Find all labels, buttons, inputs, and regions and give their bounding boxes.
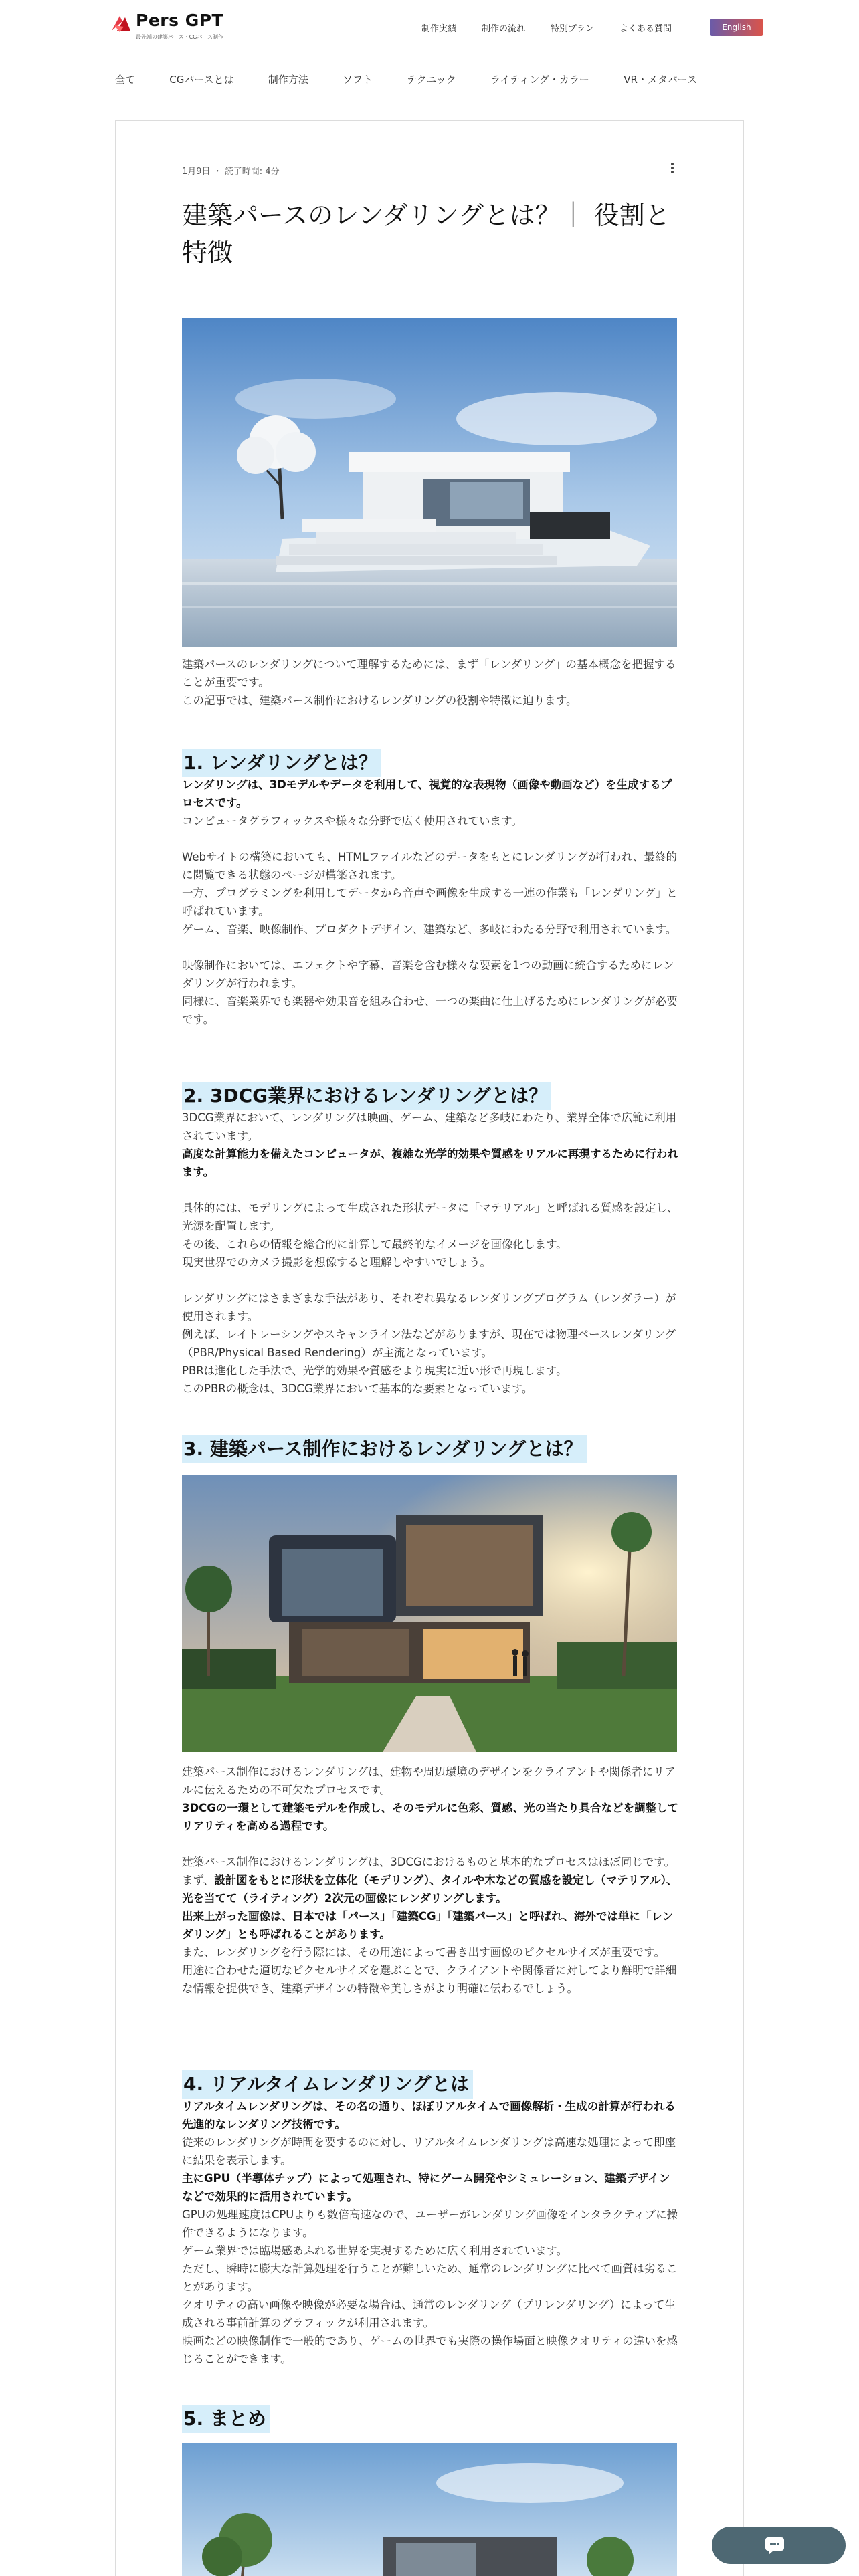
s2-p8: このPBRの概念は、3DCG業界において基本的な要素となっています。 xyxy=(182,1382,533,1395)
s1-p6: 同様に、音楽業界でも楽器や効果音を組み合わせ、一つの楽曲に仕上げるためにレンダリングが必要です。 xyxy=(182,995,678,1026)
site-header xyxy=(0,0,859,57)
s4-lead: リアルタイムレンダリングは、その名の通り、ほぼリアルタイムで画像解析・生成の計算が行われる先進的なレンダリング技術です。 xyxy=(182,2100,676,2131)
pers-gpt-logo-icon xyxy=(110,13,132,33)
section-3-heading: 3. 建築パース制作におけるレンダリングとは？ xyxy=(182,1435,587,1463)
section-1-text xyxy=(182,776,680,1029)
chat-icon xyxy=(764,2535,787,2556)
s3-p3-bold: 設計図をもとに形状を立体化（モデリング）、タイルや木などの質感を設定し（マテリアル）、光を当てて（ライティング）2次元の画像にレンダリングします。 xyxy=(182,1874,678,1905)
s1-p1: コンピュータグラフィックスや様々な分野で広く使用されています。 xyxy=(182,815,522,827)
intro-p1: 建築パースのレンダリングについて理解するためには、まず「レンダリング」の基本概念を把握することが重要です。 xyxy=(182,658,676,689)
s2-lead: 高度な計算能力を備えたコンピュータが、複雑な光学的効果や質感をリアルに再現するために行われます。 xyxy=(182,1148,678,1178)
s4-p4: GPUの処理速度はCPUよりも数倍高速なので、ユーザーがレンダリング画像をインタラクティブに操作できるようになります。 xyxy=(182,2208,678,2239)
s3-lead: 3DCGの一環として建築モデルを作成し、そのモデルに色彩、質感、光の当たり具合などを調整してリアリティを高める過程です。 xyxy=(182,1802,679,1832)
s4-p7: クオリティの高い画像や映像が必要な場合は、通常のレンダリング（プリレンダリング）によって生成される事前計算のグラフィックが利用されます。 xyxy=(182,2298,676,2329)
section-1-heading: 1. レンダリングとは？ xyxy=(182,749,381,777)
s4-p6: ただし、瞬時に膨大な計算処理を行うことが難しいため、通常のレンダリングに比べて画質は劣ることがあります。 xyxy=(182,2262,678,2293)
section-5-heading: 5. まとめ xyxy=(182,2405,270,2433)
s3-p1: 建築パース制作におけるレンダリングは、建物や周辺環境のデザインをクライアントや関係者にリアルに伝えるための不可欠なプロセスです。 xyxy=(182,1765,676,1796)
s2-p1: 3DCG業界において、レンダリングは映画、ゲーム、建築など多岐にわたり、業界全体で広範に利用されています。 xyxy=(182,1111,677,1142)
s2-p2: 具体的には、モデリングによって生成された形状データに「マテリアル」と呼ばれる質感を設定し、光源を配置します。 xyxy=(182,1202,678,1232)
more-vertical-icon[interactable] xyxy=(666,162,679,175)
s1-p5: 映像制作においては、エフェクトや字幕、音楽を含む様々な要素を1つの動画に統合するためにレンダリングが行われます。 xyxy=(182,959,674,990)
logo-text: Pers GPT xyxy=(136,11,224,30)
english-button[interactable]: English xyxy=(710,19,763,36)
post-meta: 1月9日 ・ 読了時間: 4分 xyxy=(182,167,280,177)
section-2-text xyxy=(182,1109,680,1398)
category-vr-metaverse[interactable]: VR・メタバース xyxy=(624,74,697,86)
nav-flow[interactable]: 制作の流れ xyxy=(482,24,526,34)
section-4-text xyxy=(182,2097,680,2368)
chat-button[interactable] xyxy=(712,2527,846,2564)
section-3-text xyxy=(182,1763,680,1998)
section-2-heading: 2. 3DCG業界におけるレンダリングとは？ xyxy=(182,1082,551,1110)
nav-faq[interactable]: よくある質問 xyxy=(619,24,672,34)
s4-p2: 従来のレンダリングが時間を要するのに対し、リアルタイムレンダリングは高速な処理によって即座に結果を表示します。 xyxy=(182,2136,676,2167)
s3-p2: 建築パース制作におけるレンダリングは、3DCGにおけるものと基本的なプロセスはほぼ同じです。 xyxy=(182,1856,675,1868)
house-sunset-image xyxy=(182,1475,677,1752)
s2-p4: 現実世界でのカメラ撮影を想像すると理解しやすいでしょう。 xyxy=(182,1256,491,1269)
intro-text xyxy=(182,655,680,710)
s3-p3 xyxy=(182,1871,680,1907)
nav-special-plan[interactable]: 特別プラン xyxy=(551,24,595,34)
nav-works[interactable]: 制作実績 xyxy=(421,24,457,34)
s2-p5: レンダリングにはさまざまな手法があり、それぞれ異なるレンダリングプログラム（レンダラー）が使用されます。 xyxy=(182,1292,676,1323)
s3-p3-a: まず、 xyxy=(182,1874,215,1887)
hero-image xyxy=(182,318,677,647)
s3-p6: 用途に合わせた適切なピクセルサイズを選ぶことで、クライアントや関係者に対してより鮮明で詳細な情報を提供でき、建築デザインの特徴や美しさがより明確に伝わるでしょう。 xyxy=(182,1964,677,1995)
category-method[interactable]: 制作方法 xyxy=(268,74,308,86)
s2-p3: その後、これらの情報を総合的に計算して最終的なイメージを画像化します。 xyxy=(182,1238,567,1251)
category-cg-perse[interactable]: CGパースとは xyxy=(169,74,234,86)
section-4-heading: 4. リアルタイムレンダリングとは xyxy=(182,2070,473,2099)
s2-p6: 例えば、レイトレーシングやスキャンライン法などがありますが、現在では物理ベースレンダリング（PBR/Physical Based Rendering）が主流となっています。 xyxy=(182,1328,676,1359)
s4-p8: 映画などの映像制作で一般的であり、ゲームの世界でも実際の操作場面と映像クオリティの違いを感じることができます。 xyxy=(182,2335,678,2365)
category-technique[interactable]: テクニック xyxy=(407,74,456,86)
intro-p2: この記事では、建築パース制作におけるレンダリングの役割や特徴に迫ります。 xyxy=(182,694,577,707)
s3-p5: また、レンダリングを行う際には、その用途によって書き出す画像のピクセルサイズが重要です。 xyxy=(182,1946,665,1959)
category-lighting-color[interactable]: ライティング・カラー xyxy=(490,74,589,86)
top-nav xyxy=(421,21,697,34)
post-title: 建築パースのレンダリングとは？｜ 役割と特徴 xyxy=(182,201,670,267)
s3-p4: 出来上がった画像は、日本では「パース」「建築CG」「建築パース」と呼ばれ、海外では単に「レンダリング」とも呼ばれることがあります。 xyxy=(182,1910,674,1941)
category-all[interactable]: 全て xyxy=(115,74,136,86)
category-software[interactable]: ソフト xyxy=(343,74,373,86)
s2-p7: PBRは進化した手法で、光学的効果や質感をより現実に近い形で再現します。 xyxy=(182,1364,567,1377)
s1-p3: 一方、プログラミングを利用してデータから音声や画像を生成する一連の作業も「レンダリング」と呼ばれています。 xyxy=(182,887,678,918)
s4-p3: 主にGPU（半導体チップ）によって処理され、特にゲーム開発やシミュレーション、建築デザインなどで効果的に活用されています。 xyxy=(182,2172,670,2203)
s1-lead: レンダリングは、3Dモデルやデータを利用して、視覚的な表現物（画像や動画など）を生成するプロセスです。 xyxy=(182,778,672,809)
s1-p4: ゲーム、音楽、映像制作、プロダクトデザイン、建築など、多岐にわたる分野で利用されています。 xyxy=(182,923,677,936)
logo-subtitle: 最先端の建築パース・CGパース制作 xyxy=(136,34,223,40)
summary-image xyxy=(182,2443,677,2576)
category-nav xyxy=(115,72,697,86)
s4-p5: ゲーム業界では臨場感あふれる世界を実現するために広く利用されています。 xyxy=(182,2244,568,2257)
s1-p2: Webサイトの構築においても、HTMLファイルなどのデータをもとにレンダリングが行われ、最終的に閲覧できる状態のページが構築されます。 xyxy=(182,851,677,881)
